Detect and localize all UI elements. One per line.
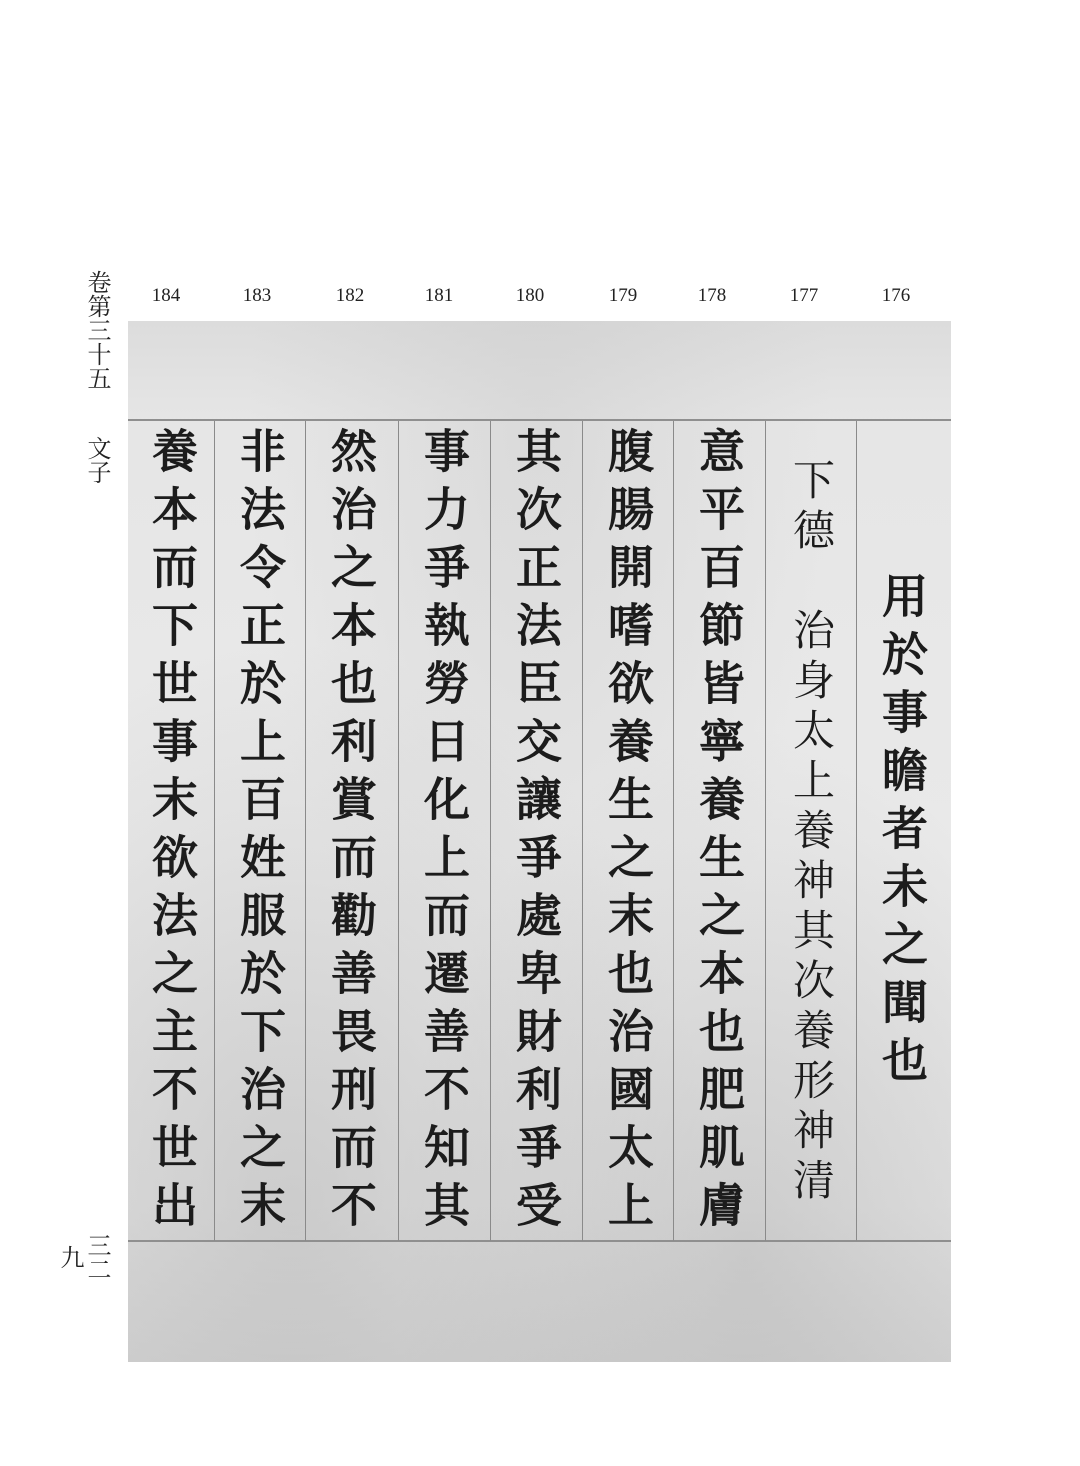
column-divider [398,421,399,1241]
column-number: 183 [242,285,272,306]
manuscript-column-176 [858,425,946,1240]
manuscript-column-179 [584,425,672,1240]
column-number: 182 [335,285,365,306]
column-number: 184 [151,285,181,306]
manuscript-column-184 [128,425,216,1240]
manuscript-column-180 [492,425,580,1240]
column-text: 腹腸開嗜欲養生之末也治國太上 [601,426,655,1239]
column-number: 181 [424,285,454,306]
column-number: 180 [515,285,545,306]
column-text: 非法令正於上百姓服於下治之末 [233,426,287,1239]
manuscript-column-183 [216,425,304,1240]
manuscript-scroll-image [128,321,951,1362]
manuscript-column-178 [675,425,763,1240]
column-text: 養本而下世事末欲法之主不世出 [145,426,199,1239]
column-text: 下德 治身太上養神其次養形神清 [787,457,836,1208]
volume-label: 卷第三十五 [83,270,111,390]
column-text: 用於事瞻者未之聞也 [875,571,929,1094]
column-number: 179 [608,285,638,306]
column-divider [582,421,583,1241]
manuscript-column-177 [767,425,855,1240]
column-text: 其次正法臣交讓爭處卑財利爭受 [509,426,563,1239]
column-divider [673,421,674,1241]
manuscript-column-182 [307,425,395,1240]
manuscript-column-181 [400,425,488,1240]
page-number: 三二九 [56,1233,111,1281]
column-divider [765,421,766,1241]
column-number: 178 [697,285,727,306]
section-label: 文子 [83,436,111,484]
column-text: 事力爭執勞日化上而遷善不知其 [417,426,471,1239]
column-divider [490,421,491,1241]
column-text: 意平百節皆寧養生之本也肥肌膚 [692,426,746,1239]
bottom-rule-line [128,1240,951,1242]
top-rule-line [128,419,951,421]
column-text: 然治之本也利賞而勸善畏刑而不 [324,426,378,1239]
column-numbers [0,285,1080,309]
column-divider [856,421,857,1241]
column-number: 177 [789,285,819,306]
column-number: 176 [881,285,911,306]
column-divider [305,421,306,1241]
